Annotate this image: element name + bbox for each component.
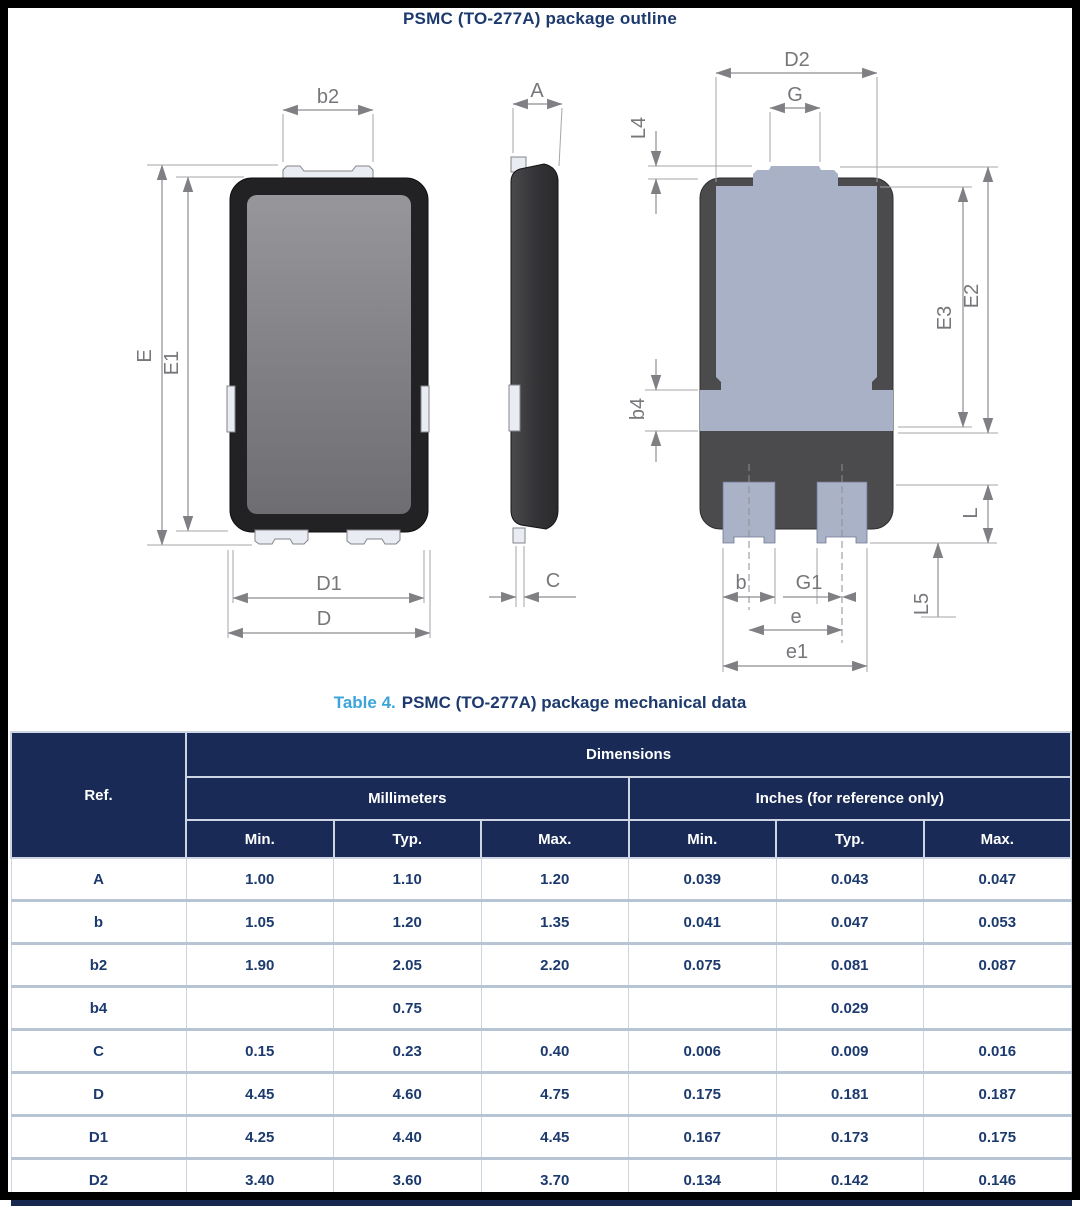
dim-label-e1: e1	[786, 641, 808, 663]
table-cell: 2.05	[334, 944, 482, 987]
bottom-view	[627, 49, 998, 672]
table-cell: 4.45	[186, 1073, 334, 1116]
table-cell: 0.175	[629, 1073, 777, 1116]
col-header-mm-max: Max.	[481, 820, 629, 858]
table-cell: 1.05	[186, 901, 334, 944]
table-cell: D	[11, 1073, 186, 1116]
table-cell	[629, 987, 777, 1030]
table-cell: 3.60	[334, 1159, 482, 1204]
table-cell: 0.15	[186, 1030, 334, 1073]
table-cell	[924, 987, 1072, 1030]
dim-label-D1: D1	[316, 573, 342, 595]
table-caption-text: PSMC (TO-277A) package mechanical data	[402, 693, 747, 712]
dim-label-E2: E2	[961, 284, 983, 308]
table-cell: b4	[11, 987, 186, 1030]
table-cell: 0.041	[629, 901, 777, 944]
table-cell: 4.45	[481, 1116, 629, 1159]
table-cell: 4.25	[186, 1116, 334, 1159]
table-cell: 0.142	[776, 1159, 924, 1204]
table-cell: 1.00	[186, 858, 334, 901]
dim-label-D: D	[317, 608, 331, 630]
table-cell: 0.047	[776, 901, 924, 944]
side-view	[489, 80, 576, 607]
table-cell: 3.40	[186, 1159, 334, 1204]
dim-label-L4: L4	[628, 117, 650, 139]
table-cell	[186, 987, 334, 1030]
dim-label-b: b	[735, 572, 746, 594]
table-cell: 0.087	[924, 944, 1072, 987]
col-header-ref: Ref.	[11, 732, 186, 858]
col-header-in-typ: Typ.	[776, 820, 924, 858]
table-row	[11, 1030, 1071, 1073]
table-cell: 1.20	[334, 901, 482, 944]
col-header-dimensions: Dimensions	[186, 732, 1071, 777]
dim-label-b4: b4	[627, 398, 649, 420]
table-cell: D2	[11, 1159, 186, 1204]
table-cell	[481, 987, 629, 1030]
table-cell: A	[11, 858, 186, 901]
dim-label-b2: b2	[317, 86, 339, 108]
thermal-pad	[700, 166, 893, 431]
page-title: PSMC (TO-277A) package outline	[0, 9, 1080, 29]
table-row	[11, 1159, 1071, 1204]
table-cell: 0.173	[776, 1116, 924, 1159]
table-cell: 4.40	[334, 1116, 482, 1159]
table-cell: 2.20	[481, 944, 629, 987]
header-row-dimensions	[11, 732, 1071, 777]
bottom-mounting-tab-right	[347, 530, 400, 544]
col-header-in-max: Max.	[924, 820, 1072, 858]
table-cell: 0.181	[776, 1073, 924, 1116]
table-row	[11, 944, 1071, 987]
table-row	[11, 1073, 1071, 1116]
table-cell: 0.009	[776, 1030, 924, 1073]
table-cell: 0.016	[924, 1030, 1072, 1073]
table-row	[11, 858, 1071, 901]
table-cell: 0.039	[629, 858, 777, 901]
table-cell: 0.134	[629, 1159, 777, 1204]
table-cell: 0.047	[924, 858, 1072, 901]
table-cell: 0.75	[334, 987, 482, 1030]
col-header-millimeters: Millimeters	[186, 777, 629, 820]
side-tab-left	[227, 386, 235, 432]
table-cell: 0.029	[776, 987, 924, 1030]
table-cell: 0.146	[924, 1159, 1072, 1204]
table-cell: 0.167	[629, 1116, 777, 1159]
dim-label-L: L	[960, 507, 982, 518]
table-cell: 1.35	[481, 901, 629, 944]
mechanical-data-table	[10, 731, 1072, 1206]
table-cell: 1.90	[186, 944, 334, 987]
dim-label-A: A	[530, 80, 544, 102]
table-cell: 0.40	[481, 1030, 629, 1073]
table-cell: 0.175	[924, 1116, 1072, 1159]
package-top-face	[247, 195, 411, 514]
side-view-bottom-tab	[513, 528, 525, 543]
table-cell: 0.043	[776, 858, 924, 901]
dim-label-G1: G1	[796, 572, 823, 594]
dim-label-E3: E3	[934, 306, 956, 330]
table-cell: D1	[11, 1116, 186, 1159]
table-cell: 0.075	[629, 944, 777, 987]
table-row	[11, 1116, 1071, 1159]
dim-label-C: C	[546, 570, 560, 592]
side-view-body	[511, 164, 558, 529]
side-view-mid-tab	[509, 385, 520, 431]
table-cell: 0.081	[776, 944, 924, 987]
dim-label-G: G	[787, 84, 803, 106]
table-cell: b2	[11, 944, 186, 987]
side-tab-right	[421, 386, 429, 432]
table-row	[11, 987, 1071, 1030]
table-row	[11, 901, 1071, 944]
table-cell: 3.70	[481, 1159, 629, 1204]
dim-label-D2: D2	[784, 49, 810, 71]
dim-label-E1: E1	[161, 351, 183, 375]
bottom-mounting-tab-left	[255, 530, 308, 544]
col-header-in-min: Min.	[629, 820, 777, 858]
table-cell: 1.10	[334, 858, 482, 901]
table-caption	[0, 693, 1080, 713]
dim-label-E: E	[134, 349, 156, 362]
table-cell: 0.006	[629, 1030, 777, 1073]
dim-label-e: e	[790, 606, 801, 628]
table-cell: 0.053	[924, 901, 1072, 944]
table-cell: 0.23	[334, 1030, 482, 1073]
col-header-mm-typ: Typ.	[334, 820, 482, 858]
table-cell: 4.60	[334, 1073, 482, 1116]
dim-label-L5: L5	[911, 593, 933, 615]
col-header-mm-min: Min.	[186, 820, 334, 858]
table-cell: C	[11, 1030, 186, 1073]
front-view	[134, 86, 430, 638]
table-cell: b	[11, 901, 186, 944]
table-caption-number: Table 4.	[334, 693, 396, 712]
col-header-inches: Inches (for reference only)	[629, 777, 1072, 820]
table-cell: 1.20	[481, 858, 629, 901]
table-cell: 0.187	[924, 1073, 1072, 1116]
table-cell: 4.75	[481, 1073, 629, 1116]
